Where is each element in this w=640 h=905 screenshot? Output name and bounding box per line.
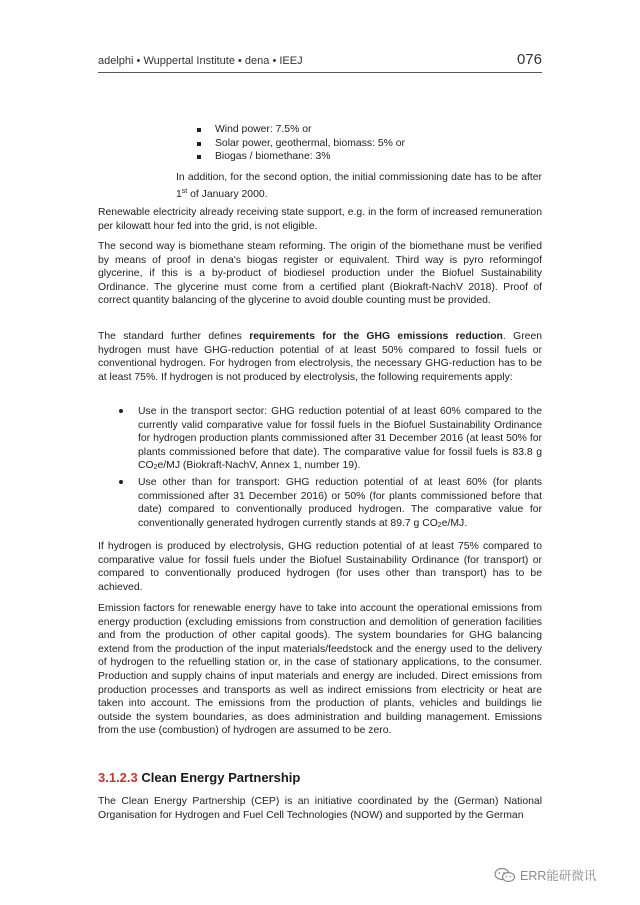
list-item-text: Use in the transport sector: GHG reduction potential of at least 60% compared to the currently valid comparative value for fossil fuels in the Biofuel Sustainability Ordinance for hydrogen production plants commissioned after 31 December 2016 (at least 50% for plants commissioned before that date). The comparative value for fossil fuels is 83.8 g CO [138, 406, 542, 472]
paragraph-text: In addition, for the second option, the initial commissioning date has to be after 1 [176, 172, 542, 200]
list-item [98, 405, 542, 475]
paragraph-text: of January 2000. [187, 188, 268, 200]
second-way-paragraph: The second way is biomethane steam reforming. The origin of the biomethane must be verified by means of proof in dena's biogas register or equivalent. Third way is pyro reformingof glycerine, if this is a by-product of biodiesel production under the Biofuel Sustainability Ordinance. The glycerine must come from a certified plant (Biokraft-NachV 2018). Proof of correct quantity balancing of the glycerine to avoid double counting must be provided. [98, 241, 542, 307]
list-item [193, 137, 533, 151]
square-bullet-icon [197, 128, 201, 132]
cep-paragraph: The Clean Energy Partnership (CEP) is an initiative coordinated by the (German) National Organisation for Hydrogen and Fuel Cell Technologies (NOW) and supported by the German [98, 796, 542, 821]
square-bullet-icon [197, 155, 201, 159]
paragraph-text: The standard further defines [98, 331, 250, 342]
section-heading [98, 770, 300, 785]
list-item-text: e/MJ (Biokraft-NachV, Annex 1, number 19). [157, 460, 361, 472]
list-item-text: Solar power, geothermal, biomass: 5% or [215, 137, 406, 149]
paragraph-text: . Green hydrogen must have GHG-reduction potential of at least 50% compared to fossil fuels or conventional hydrogen. For hydrogen from electrolysis, the necessary GHG-reduction has to be at least 75%. If hydrogen is not produced by electrolysis, the following requirements apply: [98, 331, 542, 383]
bullet-icon [119, 409, 123, 413]
renewable-share-list [193, 123, 533, 164]
commissioning-date-paragraph [176, 171, 542, 201]
ghg-requirements-list [98, 405, 542, 533]
superscript: st [181, 187, 188, 195]
list-item [193, 150, 533, 164]
watermark [494, 866, 596, 884]
list-item-text: Wind power: 7.5% or [215, 124, 312, 135]
section-number: 3.1.2.3 [98, 770, 138, 785]
bold-term: requirements for the GHG emissions reduction [249, 331, 503, 342]
watermark-text: ERR能研微讯 [520, 869, 597, 883]
bullet-icon [119, 480, 123, 484]
list-item-text: e/MJ. [441, 517, 468, 529]
emission-factors-paragraph: Emission factors for renewable energy have to take into account the operational emissions from energy production (excluding emissions from construction and demolition of generation facilities and from the production of other capital goods). The system boundaries for GHG balancing extend from the production of the input materials/feedstock and the energy used to the delivery of hydrogen to the refuelling station or, in the case of stationary applications, to the consumer. Production and supply chains of input materials and energy are included. Direct emissions from production processes and transports as well as indirect emissions from electricity or heat are taken into account. The emissions from the production of plants, vehicles and buildings lie outside the system boundaries, as does administration and building management. Emissions from the use (combustion) of hydrogen are assumed to be zero. [98, 603, 542, 737]
renewable-electricity-paragraph: Renewable electricity already receiving state support, e.g. in the form of increased remuneration per kilowatt hour fed into the grid, is not eligible. [98, 207, 542, 232]
wechat-icon [494, 867, 516, 883]
ghg-requirements-paragraph [98, 330, 542, 384]
electrolysis-paragraph: If hydrogen is produced by electrolysis, GHG reduction potential of at least 75% compared to comparative value for fossil fuels under the Biofuel Sustainability Ordinance (for transport) or compared to conventionally produced hydrogen (for uses other than transport) has to be achieved. [98, 541, 542, 593]
section-title: Clean Energy Partnership [141, 770, 301, 785]
list-item [98, 476, 542, 532]
list-item-text: Use other than for transport: GHG reduction potential of at least 60% (for plants commissioned after 31 December 2016) or 50% (for plants commissioned before that date) compared to conventionally produced hydrogen. The comparative value for conventionally generated hydrogen currently stands at 89.7 g CO [138, 476, 542, 529]
page-header [98, 50, 542, 73]
square-bullet-icon [197, 142, 201, 146]
header-organizations: adelphi • Wuppertal Institute • dena • IEEJ [98, 55, 303, 67]
subscript: 2 [153, 464, 158, 472]
page-number: 076 [516, 51, 542, 68]
list-item-text: Biogas / biomethane: 3% [215, 151, 331, 163]
subscript: 2 [437, 521, 442, 529]
list-item [193, 123, 533, 137]
